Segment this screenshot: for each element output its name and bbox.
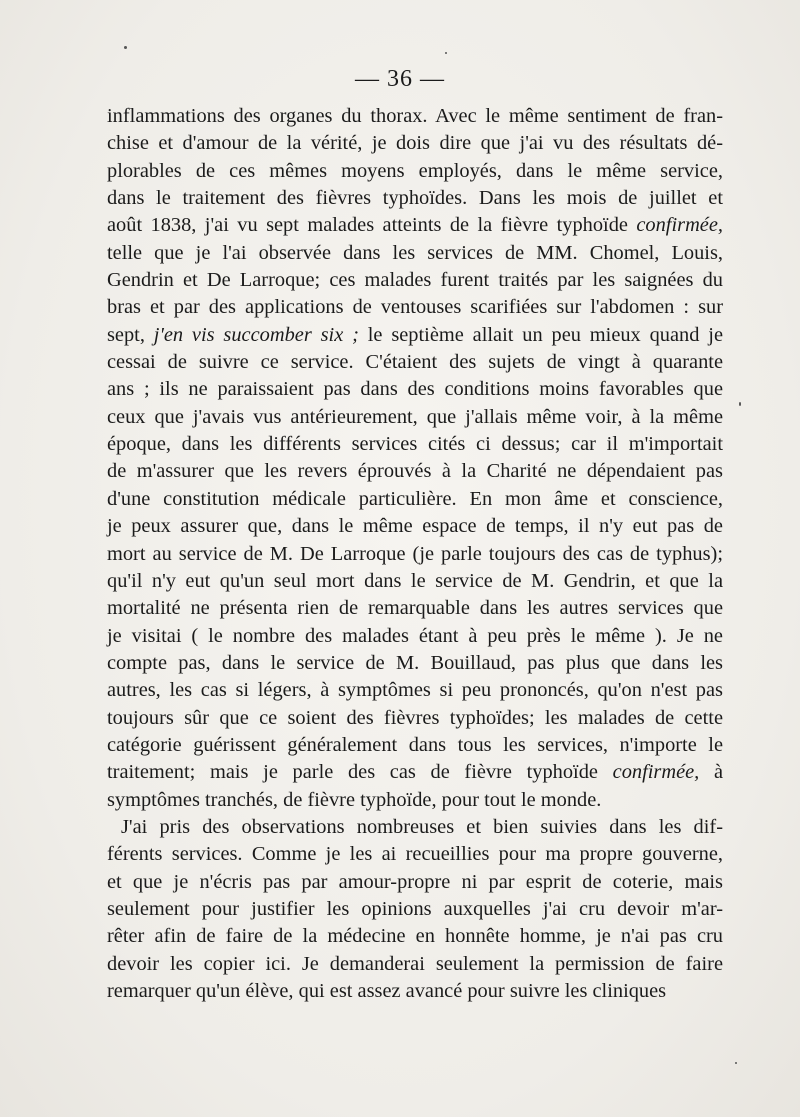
text-segment: et que je n'écris pas par amour-propre ni par esprit de coterie, mais bbox=[107, 870, 723, 893]
text-line bbox=[107, 541, 723, 568]
text-segment: remarquer qu'un élève, qui est assez avancé pour suivre les cliniques bbox=[107, 980, 667, 1002]
paper-speck bbox=[735, 1062, 737, 1064]
text-segment: seulement pour justifier les opinions auxquelles j'ai cru devoir m'ar- bbox=[107, 897, 723, 920]
text-segment: symptômes tranchés, de fièvre typhoïde, pour tout le monde. bbox=[107, 788, 602, 811]
text-line bbox=[107, 568, 723, 595]
text-segment: mort au service de M. De Larroque (je parle toujours des cas de typhus); bbox=[107, 542, 723, 565]
text-segment: bras et par des applications de ventouses scarifiées sur l'abdomen : sur bbox=[107, 296, 723, 319]
text-line bbox=[107, 267, 723, 294]
text-segment: toujours sûr que ce soient des fièvres typhoïdes; les malades de cette bbox=[107, 706, 723, 729]
text-line bbox=[107, 376, 723, 403]
text-line bbox=[107, 212, 723, 239]
text-segment: dans le traitement des fièvres typhoïdes. Dans les mois de juillet et bbox=[107, 187, 723, 210]
text-line bbox=[107, 841, 723, 868]
text-line bbox=[107, 513, 723, 540]
text-line bbox=[107, 322, 723, 349]
paper-speck bbox=[739, 402, 741, 406]
text-line bbox=[107, 705, 723, 732]
text-segment: férents services. Comme je les ai recueillies pour ma propre gouverne, bbox=[107, 843, 723, 866]
text-segment: ceux que j'avais vus antérieurement, que j'allais même voir, à la même bbox=[107, 405, 723, 428]
italic-text: j'en vis succomber six ; bbox=[153, 323, 359, 346]
paper-speck bbox=[445, 52, 447, 54]
text-line bbox=[107, 677, 723, 704]
text-line bbox=[107, 923, 723, 950]
text-line bbox=[107, 431, 723, 458]
text-line bbox=[107, 158, 723, 185]
text-line bbox=[107, 623, 723, 650]
page-number: — 36 — bbox=[355, 66, 445, 92]
text-segment: à bbox=[699, 761, 723, 784]
italic-text: confirmée, bbox=[612, 761, 700, 784]
paper-speck bbox=[124, 46, 127, 49]
text-line bbox=[107, 896, 723, 923]
text-segment: qu'il n'y eut qu'un seul mort dans le service de M. Gendrin, et que la bbox=[107, 569, 723, 592]
text-segment: cessai de suivre ce service. C'étaient des sujets de vingt à quarante bbox=[107, 351, 723, 374]
text-segment: le septième allait un peu mieux quand je bbox=[358, 323, 724, 346]
text-segment: sept, bbox=[107, 323, 154, 346]
text-segment: je peux assurer que, dans le même espace de temps, il n'y eut pas de bbox=[107, 515, 723, 538]
text-segment: J'ai pris des observations nombreuses et bien suivies dans les dif- bbox=[121, 815, 723, 838]
body-text bbox=[107, 103, 723, 1005]
text-segment: ans ; ils ne paraissaient pas dans des conditions moins favorables que bbox=[107, 378, 723, 401]
text-segment: août 1838, j'ai vu sept malades atteints de la fièvre typhoïde bbox=[107, 214, 637, 237]
text-segment: rêter afin de faire de la médecine en honnête homme, je n'ai pas cru bbox=[107, 925, 723, 948]
text-segment: autres, les cas si légers, à symptômes si peu prononcés, qu'on n'est pas bbox=[107, 679, 723, 702]
text-line bbox=[107, 759, 723, 786]
text-line bbox=[107, 732, 723, 759]
text-segment: inflammations des organes du thorax. Avec le même sentiment de fran- bbox=[107, 105, 723, 127]
text-segment: telle que je l'ai observée dans les services de MM. Chomel, Louis, bbox=[107, 241, 723, 264]
text-line bbox=[107, 294, 723, 321]
text-segment: mortalité ne présenta rien de remarquable dans les autres services que bbox=[107, 597, 723, 620]
text-line bbox=[107, 103, 723, 130]
text-segment: de m'assurer que les revers éprouvés à la Charité ne dépendaient pas bbox=[107, 460, 723, 483]
text-segment: devoir les copier ici. Je demanderai seulement la permission de faire bbox=[107, 952, 723, 975]
text-line bbox=[107, 814, 723, 841]
text-segment: catégorie guérissent généralement dans tous les services, n'importe le bbox=[107, 733, 723, 756]
text-segment: Gendrin et De Larroque; ces malades furent traités par les saignées du bbox=[107, 269, 723, 292]
text-line bbox=[107, 458, 723, 485]
text-segment: compte pas, dans le service de M. Bouillaud, pas plus que dans les bbox=[107, 651, 723, 674]
text-line bbox=[107, 349, 723, 376]
text-segment: époque, dans les différents services cités ci dessus; car il m'importait bbox=[107, 433, 723, 456]
text-segment: traitement; mais je parle des cas de fièvre typhoïde bbox=[107, 761, 613, 784]
text-line bbox=[107, 869, 723, 896]
text-line bbox=[107, 650, 723, 677]
text-line bbox=[107, 404, 723, 431]
text-segment: d'une constitution médicale particulière. En mon âme et conscience, bbox=[107, 487, 723, 510]
text-line bbox=[107, 595, 723, 622]
italic-text: confirmée, bbox=[636, 214, 723, 237]
text-line bbox=[107, 185, 723, 212]
text-line bbox=[107, 787, 723, 814]
text-segment: je visitai ( le nombre des malades étant à peu près le même ). Je ne bbox=[107, 624, 723, 647]
text-line bbox=[107, 486, 723, 513]
text-segment: plorables de ces mêmes moyens employés, dans le même service, bbox=[107, 159, 723, 182]
text-line bbox=[107, 951, 723, 978]
text-line bbox=[107, 978, 723, 1005]
text-segment: chise et d'amour de la vérité, je dois dire que j'ai vu des résultats dé- bbox=[107, 132, 723, 155]
text-line bbox=[107, 130, 723, 157]
text-line bbox=[107, 240, 723, 267]
